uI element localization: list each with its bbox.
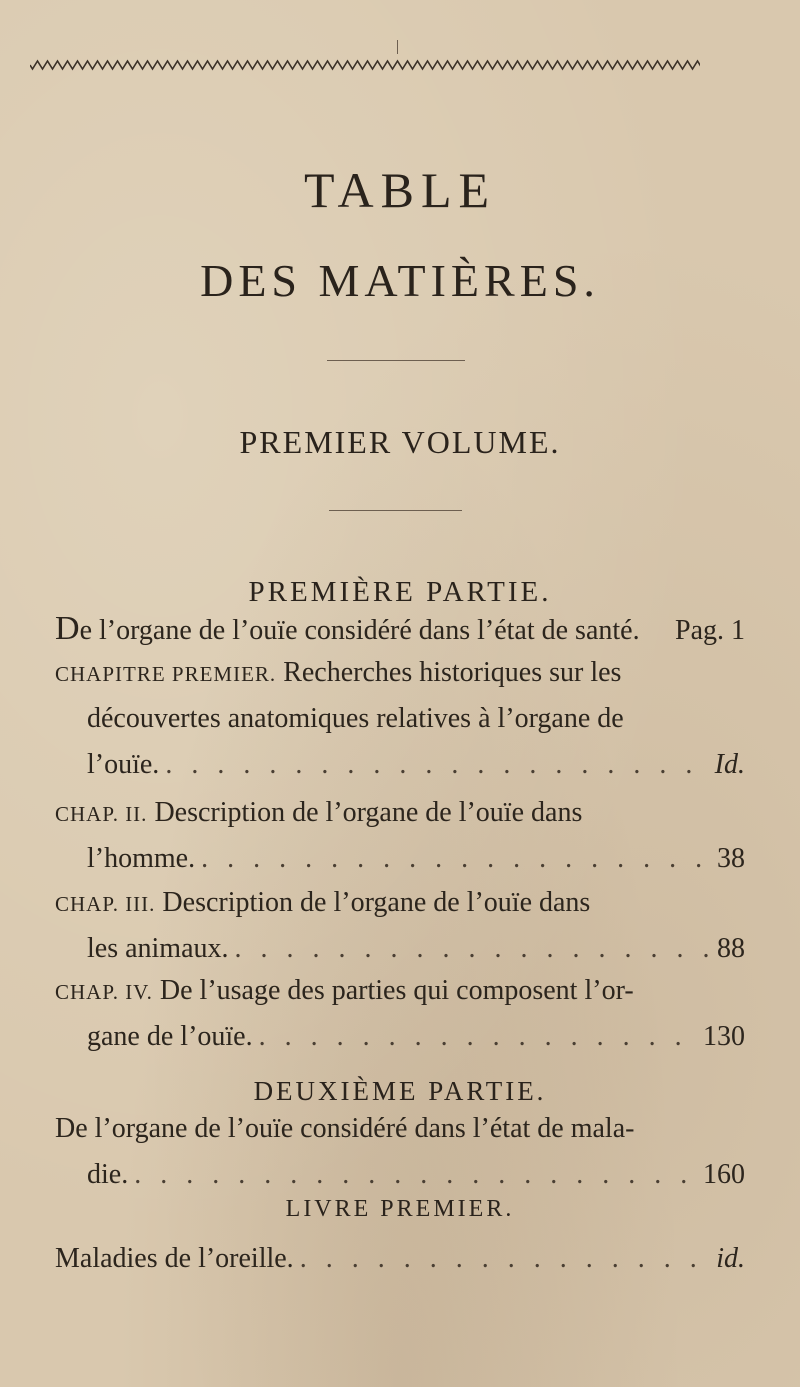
toc-entry-text: Maladies de l’oreille. [55, 1243, 294, 1274]
page-number: 1 [731, 615, 745, 646]
toc-line [55, 1236, 745, 1282]
divider-rule [329, 510, 462, 511]
divider-rule [327, 360, 465, 361]
toc-line [55, 790, 745, 836]
toc-line [55, 968, 745, 1014]
toc-page-number: id. [716, 1243, 745, 1274]
toc-entry [55, 606, 745, 652]
toc-line [55, 1014, 745, 1060]
toc-entry-text: Description de l’organe de l’ouïe dans [154, 797, 583, 828]
toc-line [55, 1152, 745, 1198]
toc-page-number: 38 [717, 843, 745, 874]
title-table: TABLE [303, 162, 497, 218]
leader-dots [201, 836, 709, 882]
toc-entry-text: l’ouïe. [87, 749, 160, 780]
toc-line: découvertes anatomiques relatives à l’organe de [87, 703, 624, 734]
chapter-label: CHAP. III. [55, 892, 156, 916]
toc-entry [55, 650, 745, 788]
part-2-heading: DEUXIÈME PARTIE. [253, 1076, 547, 1106]
leader-dots [235, 926, 709, 972]
volume-heading: PREMIER VOLUME. [239, 424, 561, 460]
top-tick-mark [397, 40, 398, 54]
toc-entry [55, 968, 745, 1060]
ornamental-border [30, 58, 700, 72]
toc-entry [55, 1106, 745, 1198]
toc-entry-text: gane de l’ouïe. [87, 1021, 253, 1052]
leader-dots [259, 1014, 697, 1060]
chapter-label: CHAP. II. [55, 802, 148, 826]
toc-entry [55, 880, 745, 972]
toc-entry-text: les animaux. [87, 933, 229, 964]
toc-line [55, 880, 745, 926]
title-des-matieres: DES MATIÈRES. [200, 255, 600, 306]
leader-dots [300, 1236, 709, 1282]
book-1-heading: LIVRE PREMIER. [285, 1196, 515, 1222]
toc-entry-text: l’homme. [87, 843, 196, 874]
toc-line: De l’organe de l’ouïe considéré dans l’état de mala- [55, 1113, 635, 1144]
toc-entry-text: Description de l’organe de l’ouïe dans [162, 887, 591, 918]
toc-entry [55, 790, 745, 882]
toc-page-number: 88 [717, 933, 745, 964]
toc-line [55, 650, 745, 696]
toc-entry-text: De l’usage des parties qui composent l’or- [159, 975, 634, 1006]
toc-entry-text: De l’organe de l’ouïe considéré dans l’état de santé. [55, 610, 640, 647]
toc-entry-text: die. [87, 1159, 129, 1190]
leader-dots [165, 742, 708, 788]
toc-page-number [675, 608, 745, 654]
toc-line [55, 836, 745, 882]
toc-page-number: Id. [714, 749, 745, 780]
toc-page-number: 160 [703, 1159, 745, 1190]
part-1-heading: PREMIÈRE PARTIE. [248, 576, 552, 608]
page-prefix: Pag. [675, 615, 724, 646]
toc-line [55, 742, 745, 788]
toc-entry [55, 1236, 745, 1282]
toc-line [55, 926, 745, 972]
leader-dots [134, 1152, 697, 1198]
chapter-label: CHAP. IV. [55, 980, 153, 1004]
toc-line [55, 606, 745, 652]
chapter-label: CHAPITRE PREMIER. [55, 662, 277, 686]
drop-cap: D [55, 610, 80, 647]
toc-page-number: 130 [703, 1021, 745, 1052]
toc-entry-text: Recherches historiques sur les [283, 657, 622, 688]
